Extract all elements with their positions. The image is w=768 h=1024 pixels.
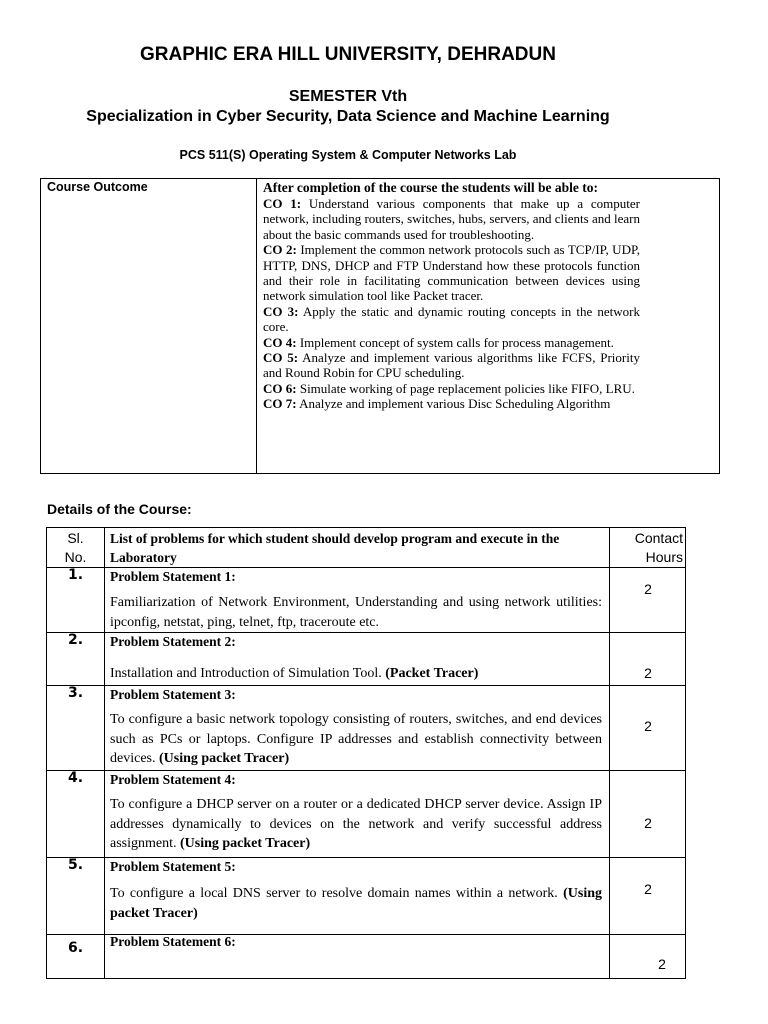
co-text: Analyze and implement various Disc Scheduling Algorithm	[299, 396, 611, 412]
contact-hours: 2	[644, 815, 652, 831]
co-text: Apply the static and dynamic routing concepts in the network core.	[263, 303, 640, 335]
co-code: CO 6:	[263, 380, 297, 396]
row-sl-no: 5.	[67, 857, 84, 873]
header-problem-list: List of problems for which student should develop program and execute in the Laboratory	[110, 531, 560, 565]
co-text: Analyze and implement various algorithms like FCFS, Priority and Round Robin for CPU scheduling.	[263, 350, 640, 381]
co-code: CO 1:	[263, 196, 302, 211]
problem-text: To configure a local DNS server to resolve domain names within a network.	[110, 886, 564, 901]
header-hours-line: Contact	[634, 530, 683, 546]
co-code: CO 5:	[263, 350, 299, 366]
problem-description	[110, 884, 602, 923]
co-item-6	[263, 381, 640, 396]
course-details-table	[46, 527, 686, 979]
co-item-7	[263, 396, 640, 411]
row-sl-no: 1.	[67, 567, 84, 583]
row-divider	[47, 685, 685, 686]
contact-hours: 2	[644, 718, 652, 734]
problem-description	[110, 593, 602, 632]
problem-tool: (Using packet Tracer)	[180, 836, 311, 851]
problem-title: Problem Statement 5:	[110, 859, 236, 874]
row-sl-no: 3.	[67, 685, 84, 701]
problem-description	[110, 710, 602, 769]
course-outcome-label-cell	[41, 179, 257, 473]
co-item-3	[263, 304, 640, 335]
row-sl-no: 2.	[67, 632, 84, 648]
course-outcome-heading: After completion of the course the students will be able to:	[263, 180, 598, 195]
row-sl-no: 6.	[67, 940, 84, 956]
co-code: CO 3:	[263, 303, 299, 319]
contact-hours: 2	[644, 581, 652, 597]
row-divider	[47, 567, 685, 568]
problem-description	[110, 664, 602, 684]
row-divider	[47, 770, 685, 771]
course-outcome-table	[40, 178, 720, 474]
row-divider	[47, 632, 685, 633]
co-code: CO 4:	[263, 334, 297, 350]
co-item-1	[263, 196, 640, 242]
co-text: Simulate working of page replacement policies like FIFO, LRU.	[299, 380, 635, 396]
co-item-4	[263, 335, 640, 350]
contact-hours: 2	[658, 956, 666, 972]
contact-hours: 2	[644, 665, 652, 681]
row-divider	[47, 857, 685, 858]
problem-tool: (Using packet Tracer)	[110, 886, 602, 921]
problem-description	[110, 795, 602, 854]
co-code: CO 2:	[263, 242, 297, 258]
problem-text: Familiarization of Network Environment, Understanding and using network utilities: ipconfig, netstat, ping, telnet, ftp, traceroute etc.	[110, 595, 602, 630]
problem-title: Problem Statement 1:	[110, 569, 236, 584]
header-hours-line: Hours	[645, 549, 683, 565]
row-sl-no: 4.	[67, 770, 84, 786]
co-item-5	[263, 350, 640, 381]
header-contact-hours	[611, 529, 687, 567]
lab-title: PCS 511(S) Operating System & Computer Networks Lab	[179, 148, 517, 162]
problem-text: To configure a DHCP server on a router or a dedicated DHCP server device. Assign IP addresses dynamically to devices on the network and verify successful address assignment.	[110, 797, 602, 851]
problem-title: Problem Statement 6:	[110, 934, 236, 949]
problem-text: To configure a basic network topology consisting of routers, switches, and end devices such as PCs or laptops. Configure IP addresses and establish connectivity between devices.	[110, 712, 602, 766]
problem-tool: (Packet Tracer)	[385, 666, 479, 681]
column-divider	[104, 528, 105, 978]
problem-text: Installation and Introduction of Simulation Tool.	[110, 666, 386, 681]
details-title: Details of the Course:	[47, 501, 192, 517]
header-sl-line: Sl.	[67, 530, 84, 546]
university-title: GRAPHIC ERA HILL UNIVERSITY, DEHRADUN	[140, 44, 556, 65]
header-sl-line: No.	[64, 549, 87, 565]
problem-title: Problem Statement 4:	[110, 772, 236, 787]
co-code: CO 7:	[263, 396, 297, 412]
specialization-title: Specialization in Cyber Security, Data Science and Machine Learning	[86, 108, 610, 125]
problem-tool: (Using packet Tracer)	[158, 751, 290, 766]
co-text: Implement the common network protocols such as TCP/IP, UDP, HTTP, DNS, DHCP and FTP Understand how these protocols function and their role in facilitating communication between devices using network simulation tool like Packet tracer.	[263, 242, 640, 304]
problem-title: Problem Statement 2:	[110, 634, 236, 649]
semester-title: SEMESTER Vth	[288, 88, 408, 105]
course-outcome-content	[263, 180, 640, 412]
contact-hours: 2	[644, 881, 652, 897]
co-text: Understand various components that make up a computer network, including routers, switches, hubs, servers, and clients and learn about the basic commands used for troubleshooting.	[263, 196, 640, 242]
header-sl-no	[47, 529, 104, 567]
co-text: Implement concept of system calls for process management.	[299, 334, 614, 350]
problem-title: Problem Statement 3:	[110, 687, 236, 702]
co-item-2	[263, 242, 640, 304]
course-outcome-label: Course Outcome	[47, 180, 148, 194]
